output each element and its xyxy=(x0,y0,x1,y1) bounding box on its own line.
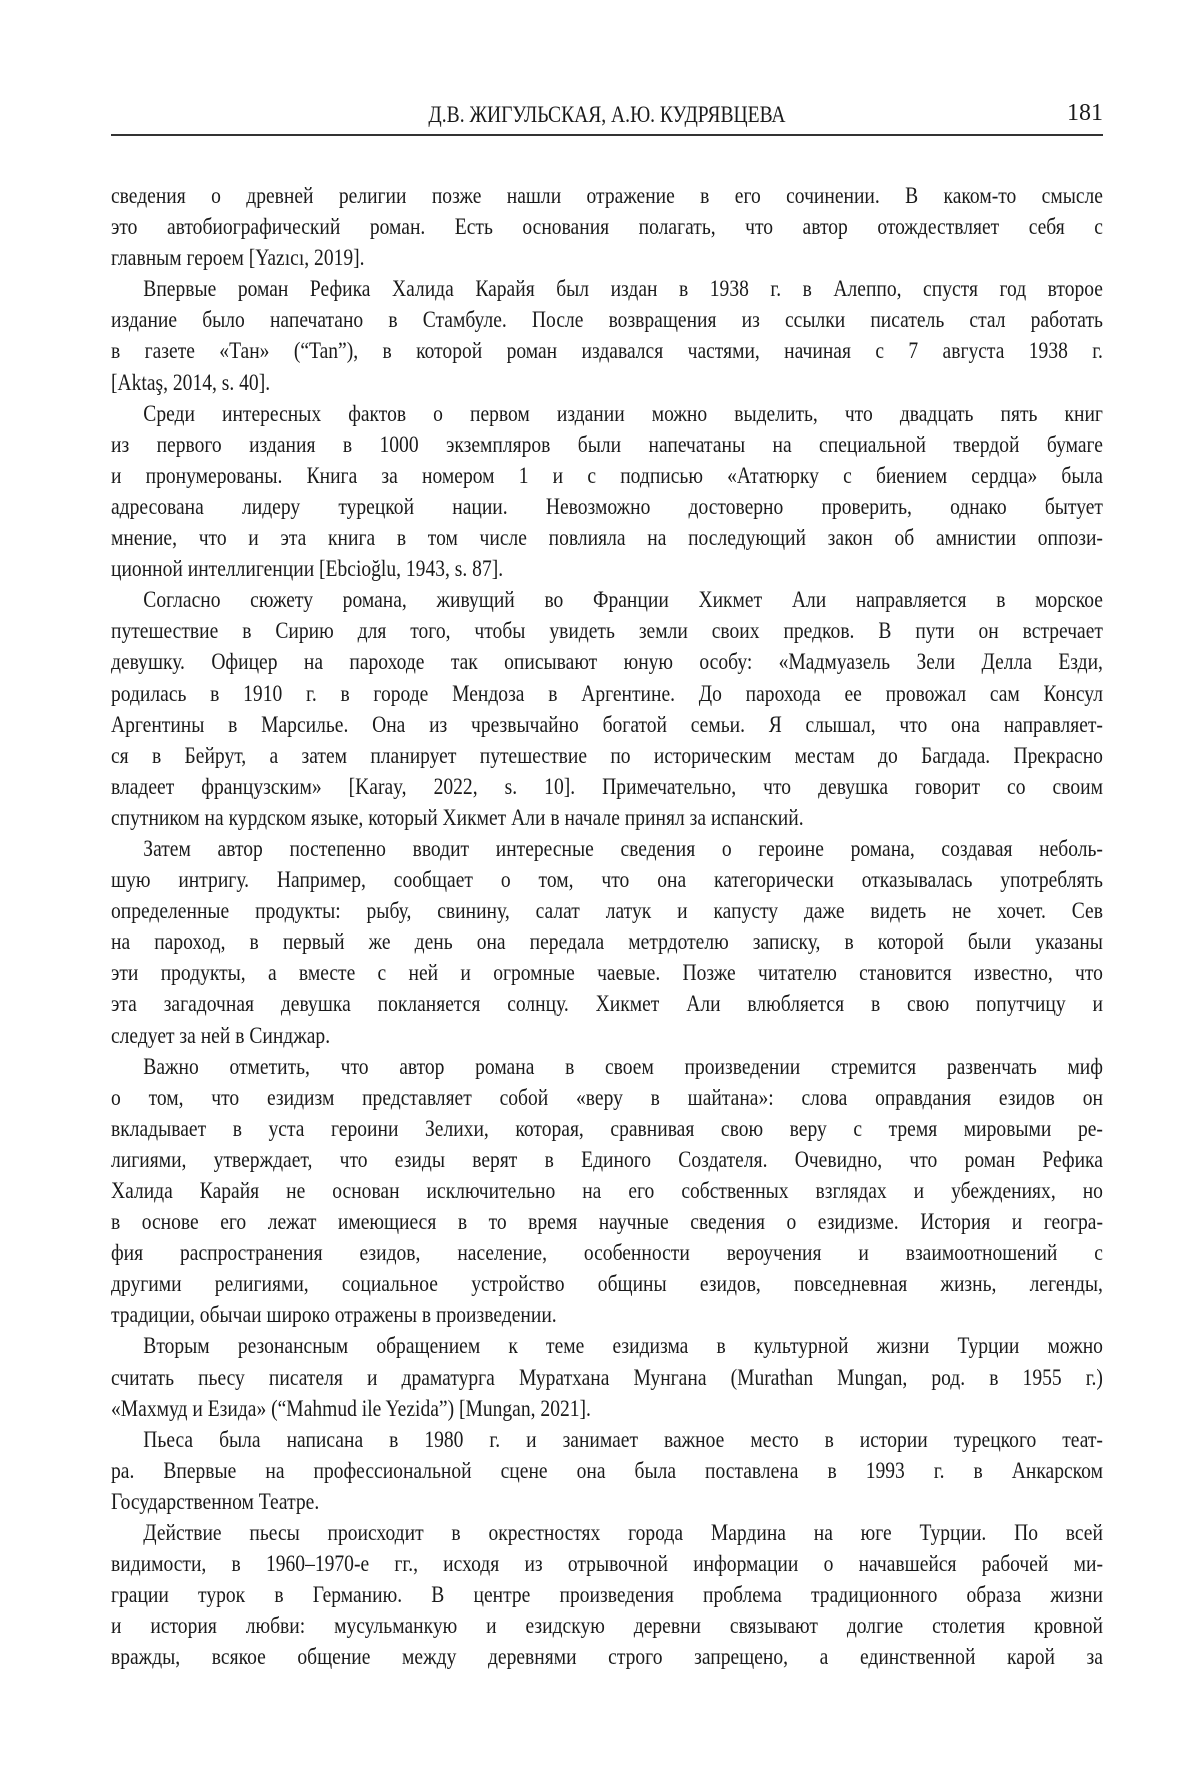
text-line: ционной интеллигенции [Ebcioğlu, 1943, s. 87]. xyxy=(111,553,1103,584)
text-line: сведения о древней религии позже нашли отражение в его сочинении. В каком-то смысле xyxy=(111,180,1103,211)
text-line: мнение, что и эта книга в том числе повлияла на последующий закон об амнистии оппози- xyxy=(111,522,1103,553)
paragraph xyxy=(111,833,1103,1051)
text-line: грации турок в Германию. В центре произведения проблема традиционного образа жизни xyxy=(111,1579,1103,1610)
paragraph xyxy=(111,1517,1103,1672)
text-line: владеет французским» [Karay, 2022, s. 10]. Примечательно, что девушка говорит со своим xyxy=(111,771,1103,802)
text-line: определенные продукты: рыбу, свинину, салат латук и капусту даже видеть не хочет. Сев xyxy=(111,895,1103,926)
text-line: следует за ней в Синджар. xyxy=(111,1020,1103,1051)
text-line: Согласно сюжету романа, живущий во Франции Хикмет Али направляется в морское xyxy=(111,584,1103,615)
text-line: и пронумерованы. Книга за номером 1 и с подписью «Ататюрку с биением сердца» была xyxy=(111,460,1103,491)
text-line: традиции, обычаи широко отражены в произведении. xyxy=(111,1299,1103,1330)
paragraph xyxy=(111,273,1103,397)
text-line: адресована лидеру турецкой нации. Невозможно достоверно проверить, однако бытует xyxy=(111,491,1103,522)
paragraph xyxy=(111,1051,1103,1331)
text-line: и история любви: мусульманкую и езидскую деревни связывают долгие столетия кровной xyxy=(111,1610,1103,1641)
text-line: эти продукты, а вместе с ней и огромные чаевые. Позже читателю становится известно, что xyxy=(111,957,1103,988)
text-line: лигиями, утверждает, что езиды верят в Единого Создателя. Очевидно, что роман Рефика xyxy=(111,1144,1103,1175)
text-line: издание было напечатано в Стамбуле. После возвращения из ссылки писатель стал работать xyxy=(111,304,1103,335)
paragraph xyxy=(111,584,1103,833)
text-line: Затем автор постепенно вводит интересные сведения о героине романа, создавая неболь- xyxy=(111,833,1103,864)
text-line: фия распространения езидов, население, особенности вероучения и взаимоотношений с xyxy=(111,1237,1103,1268)
text-line: «Махмуд и Езида» (“Mahmud ile Yezida”) [Mungan, 2021]. xyxy=(111,1393,1103,1424)
paragraph xyxy=(111,1330,1103,1423)
text-line: родилась в 1910 г. в городе Мендоза в Аргентине. До парохода ее провожал сам Консул xyxy=(111,678,1103,709)
text-line: эта загадочная девушка покланяется солнцу. Хикмет Али влюбляется в свою попутчицу и xyxy=(111,988,1103,1019)
text-line: вражды, всякое общение между деревнями строго запрещено, а единственной карой за xyxy=(111,1641,1103,1672)
paragraph xyxy=(111,180,1103,273)
text-line: путешествие в Сирию для того, чтобы увидеть земли своих предков. В пути он встречает xyxy=(111,615,1103,646)
text-line: это автобиографический роман. Есть основания полагать, что автор отождествляет себя с xyxy=(111,211,1103,242)
text-line: в газете «Тан» (“Tan”), в которой роман издавался частями, начиная с 7 августа 1938 г. xyxy=(111,335,1103,366)
paragraph xyxy=(111,398,1103,585)
running-title: Д.В. ЖИГУЛЬСКАЯ, А.Ю. КУДРЯВЦЕВА xyxy=(111,102,1103,128)
text-line: на пароход, в первый же день она передала метрдотелю записку, в которой были указаны xyxy=(111,926,1103,957)
text-line: Пьеса была написана в 1980 г. и занимает важное место в истории турецкого теат- xyxy=(111,1424,1103,1455)
running-header xyxy=(111,98,1103,136)
text-line: главным героем [Yazıcı, 2019]. xyxy=(111,242,1103,273)
text-line: Важно отметить, что автор романа в своем произведении стремится развенчать миф xyxy=(111,1051,1103,1082)
text-line: Среди интересных фактов о первом издании можно выделить, что двадцать пять книг xyxy=(111,398,1103,429)
page-number: 181 xyxy=(1067,100,1103,127)
text-line: девушку. Офицер на пароходе так описывают юную особу: «Мадмуазель Зели Делла Езди, xyxy=(111,646,1103,677)
text-line: другими религиями, социальное устройство общины езидов, повседневная жизнь, легенды, xyxy=(111,1268,1103,1299)
text-line: спутником на курдском языке, который Хикмет Али в начале принял за испанский. xyxy=(111,802,1103,833)
text-line: в основе его лежат имеющиеся в то время научные сведения о езидизме. История и геогра- xyxy=(111,1206,1103,1237)
text-line: ра. Впервые на профессиональной сцене она была поставлена в 1993 г. в Анкарском xyxy=(111,1455,1103,1486)
text-line: считать пьесу писателя и драматурга Муратхана Мунгана (Murathan Mungan, род. в 1955 г.) xyxy=(111,1362,1103,1393)
paragraph xyxy=(111,1424,1103,1517)
text-line: о том, что езидизм представляет собой «веру в шайтана»: слова оправдания езидов он xyxy=(111,1082,1103,1113)
text-line: шую интригу. Например, сообщает о том, что она категорически отказывалась употреблять xyxy=(111,864,1103,895)
text-line: Государственном Театре. xyxy=(111,1486,1103,1517)
text-line: Впервые роман Рефика Халида Карайя был издан в 1938 г. в Алеппо, спустя год второе xyxy=(111,273,1103,304)
body-text xyxy=(111,180,1103,1673)
text-line: видимости, в 1960–1970-е гг., исходя из отрывочной информации о начавшейся рабочей ми- xyxy=(111,1548,1103,1579)
text-line: [Aktaş, 2014, s. 40]. xyxy=(111,367,1103,398)
text-line: Аргентины в Марсилье. Она из чрезвычайно богатой семьи. Я слышал, что она направляет- xyxy=(111,709,1103,740)
text-line: из первого издания в 1000 экземпляров были напечатаны на специальной твердой бумаге xyxy=(111,429,1103,460)
text-line: вкладывает в уста героини Зелихи, которая, сравнивая свою веру с тремя мировыми ре- xyxy=(111,1113,1103,1144)
text-line: ся в Бейрут, а затем планирует путешествие по историческим местам до Багдада. Прекрасно xyxy=(111,740,1103,771)
text-line: Халида Карайя не основан исключительно на его собственных взглядах и убеждениях, но xyxy=(111,1175,1103,1206)
text-line: Вторым резонансным обращением к теме езидизма в культурной жизни Турции можно xyxy=(111,1330,1103,1361)
text-line: Действие пьесы происходит в окрестностях города Мардина на юге Турции. По всей xyxy=(111,1517,1103,1548)
